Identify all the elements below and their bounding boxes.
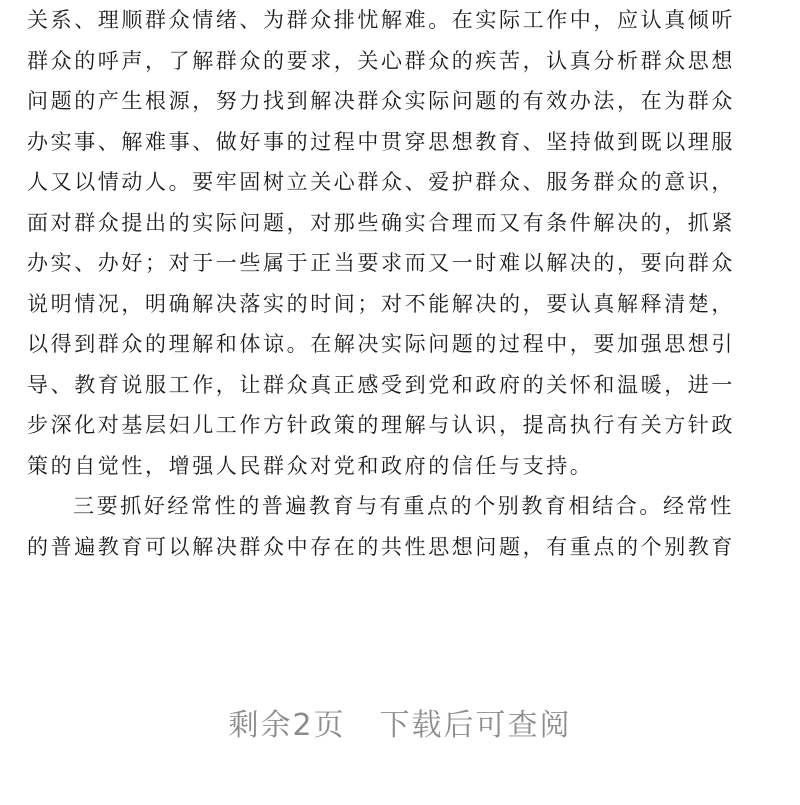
document-body xyxy=(27,0,787,567)
text-line: 以得到群众的理解和体谅。在解决实际问题的过程中，要加强思想引 xyxy=(27,332,735,356)
preview-limit-notice xyxy=(0,700,800,744)
text-line: 办实事、解难事、做好事的过程中贯穿思想教育、坚持做到既以理服 xyxy=(27,129,735,154)
text-line: 群众的呼声，了解群众的要求，关心群众的疾苦，认真分析群众思想 xyxy=(27,48,735,73)
text-line-indented: 三要抓好经常性的普遍教育与有重点的个别教育相结合。经常性 xyxy=(73,494,734,518)
text-line: 策的自觉性，增强人民群众对党和政府的信任与支持。 xyxy=(27,453,594,478)
text-line: 的普遍教育可以解决群众中存在的共性思想问题，有重点的个别教育 xyxy=(27,534,735,559)
text-line: 关系、理顺群众情绪、为群众排忧解难。在实际工作中，应认真倾听 xyxy=(27,8,735,32)
remaining-pages-text: 剩余2页 xyxy=(228,708,346,743)
text-line: 办实、办好；对于一些属于正当要求而又一时难以解决的，要向群众 xyxy=(27,251,735,275)
text-line: 面对群众提出的实际问题，对那些确实合理而又有条件解决的，抓紧 xyxy=(27,210,735,235)
text-line: 导、教育说服工作，让群众真正感受到党和政府的关怀和温暖，进一 xyxy=(27,372,735,397)
text-line: 说明情况，明确解决落实的时间；对不能解决的，要认真解释清楚， xyxy=(27,291,735,316)
download-hint-text: 下载后可查阅 xyxy=(379,708,572,743)
text-line: 步深化对基层妇儿工作方针政策的理解与认识，提高执行有关方针政 xyxy=(27,413,735,437)
text-line: 人又以情动人。要牢固树立关心群众、爱护群众、服务群众的意识， xyxy=(27,170,735,194)
text-line: 问题的产生根源，努力找到解决群众实际问题的有效办法，在为群众 xyxy=(27,89,735,113)
